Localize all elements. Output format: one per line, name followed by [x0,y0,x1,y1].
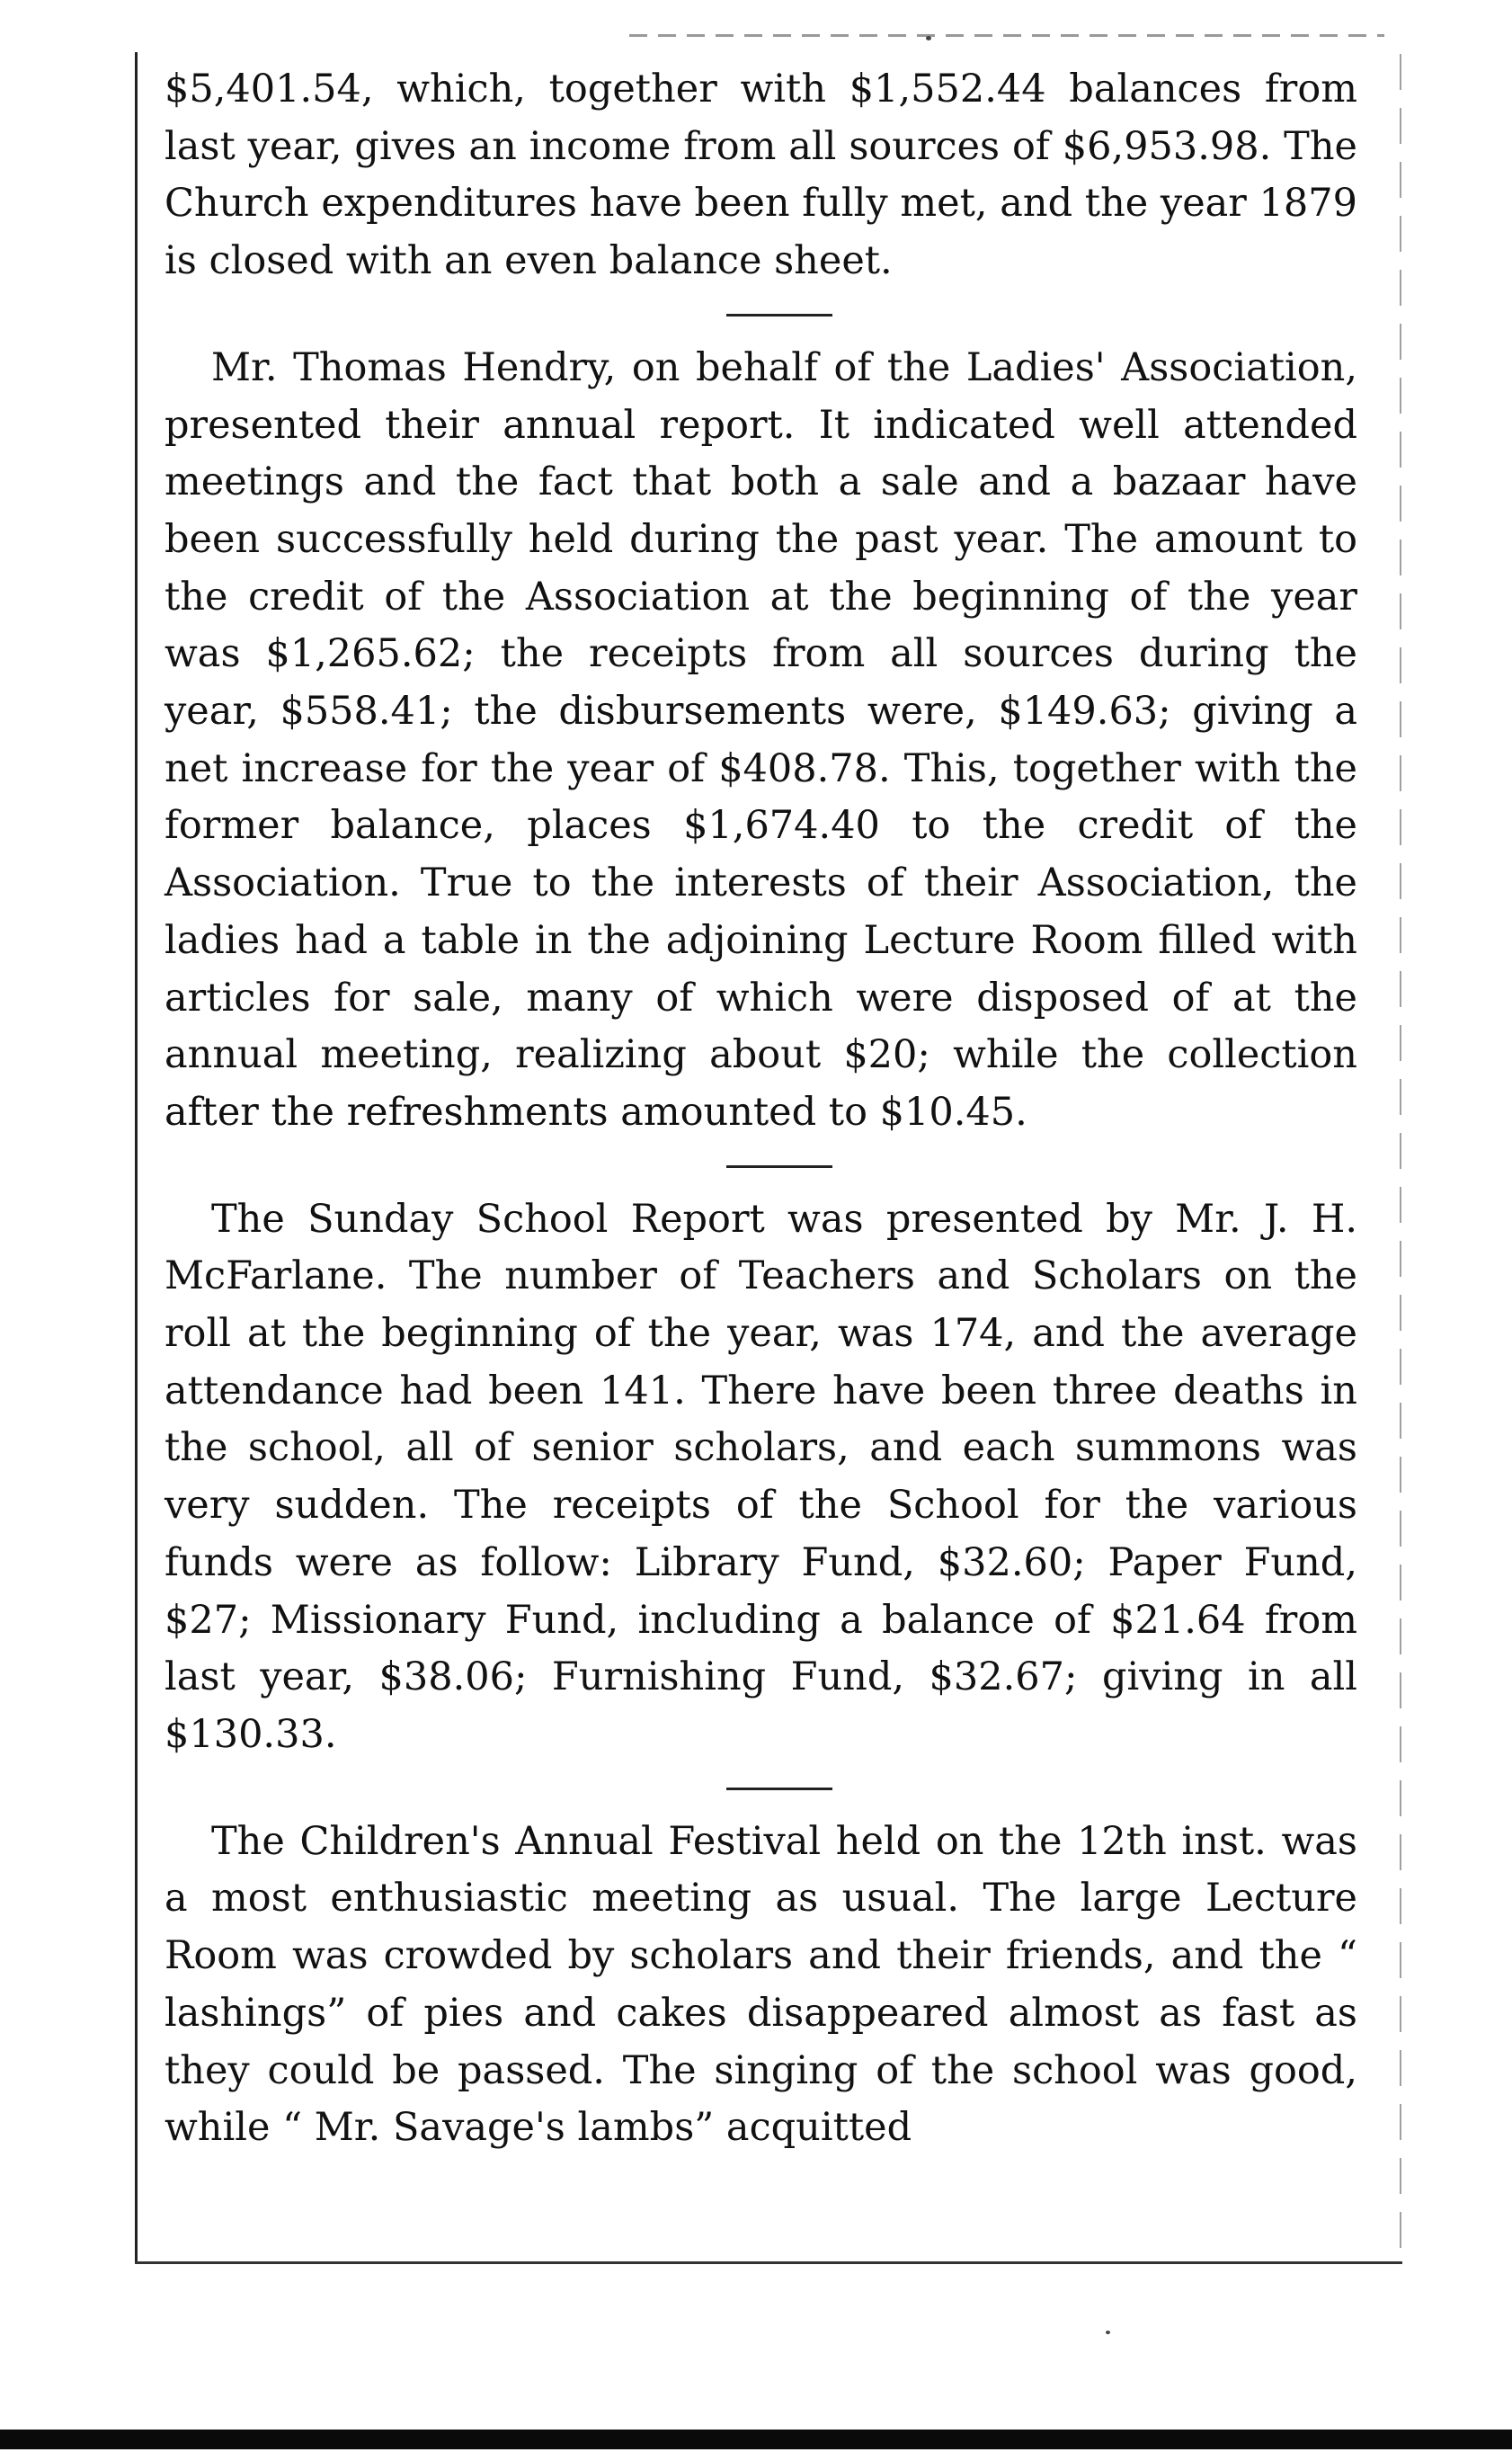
scan-speck [926,36,931,40]
paragraph-sunday-school: The Sunday School Report was presented by Mr. J. H. McFarlane. The number of Teachers and Scholars on the roll at the beginning of the year, was 174, and the average attendance had been 141. There have been three deaths in the school, all of senior scholars, and each summons was very sudden. The receipts of the School for the various funds were as follow: Library Fund, $32.60; Paper Fund, $27; Missionary Fund, including a balance of $21.64 from last year, $38.06; Furnishing Fund, $32.67; giving in all $130.33. [165,1196,1357,1757]
paragraph-ladies-association: Mr. Thomas Hendry, on behalf of the Ladies' Association, presented their annual report. It indicated well attended meetings and the fact that both a sale and a bazaar have been successfully held during the past year. The amount to the credit of the Association at the beginning of the year was $1,265.62; the receipts from all sources during the year, $558.41; the disbursements were, $149.63; giving a net increase for the year of $408.78. This, together with the former balance, places $1,674.40 to the credit of the Association. True to the interests of their Association, the ladies had a table in the adjoining Lecture Room filled with articles for sale, many of which were disposed of at the annual meeting, realizing about $20; while the collection after the refreshments amounted to $10.45. [165,344,1357,1135]
section-divider [726,1165,832,1168]
column-border-bottom [135,2261,1402,2264]
paragraph-church-income: $5,401.54, which, together with $1,552.44 balances from last year, gives an income from all sources of $6,953.98. The Church expenditures have been fully met, and the year 1879 is closed with an even balance sheet. [165,67,1357,284]
paragraph-childrens-festival: The Children's Annual Festival held on the 12th inst. was a most enthusiastic meeting as usual. The large Lecture Room was crowded by scholars and their friends, and the “ lashings” of pies and cakes disappeared almost as fast as they could be passed. The singing of the school was good, while “ Mr. Savage's lambs” acquitted [165,1818,1357,2151]
scan-bottom-bar [0,2430,1512,2449]
column-border-right [1400,54,1401,2264]
section-divider [726,314,832,317]
scan-top-edge [629,34,1384,37]
article-column [165,61,1357,2157]
section-divider [726,1788,832,1790]
scan-speck [1106,2331,1110,2334]
column-border-left [135,52,138,2264]
